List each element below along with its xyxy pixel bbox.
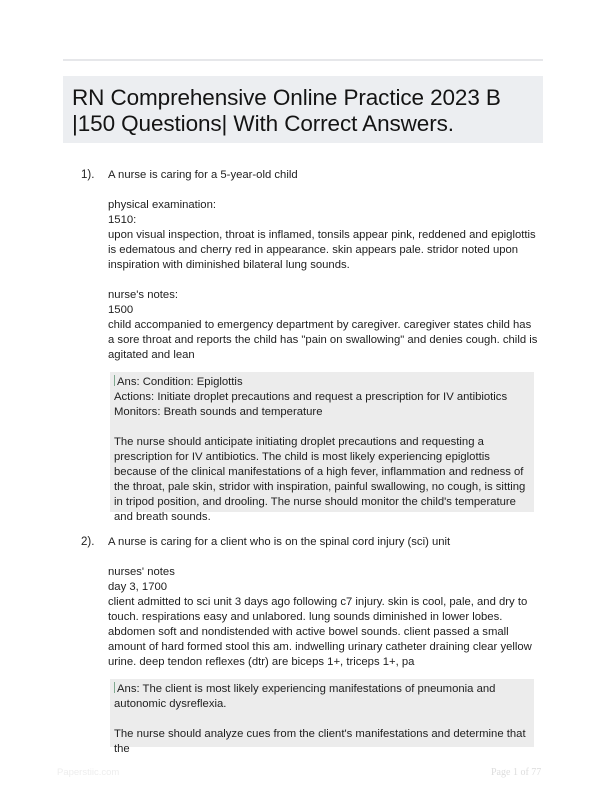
section-time: day 3, 1700 bbox=[108, 581, 168, 593]
section-heading: nurse's notes: bbox=[108, 289, 178, 301]
answer-condition: Ans: Condition: Epiglottis bbox=[117, 376, 243, 388]
section-text: child accompanied to emergency department by caregiver. caregiver states child has a sore throat and reports the child has "pain on swallowing" and denies cough. child is agitated and lean bbox=[108, 319, 538, 361]
answer-line bbox=[114, 375, 530, 390]
answer-line bbox=[114, 682, 530, 712]
question-prompt: A nurse is caring for a 5-year-old child bbox=[108, 169, 298, 181]
answer-summary: Ans: The client is most likely experiencing manifestations of pneumonia and autonomic dysreflexia. bbox=[114, 683, 496, 710]
answer-box-1 bbox=[110, 372, 534, 523]
answer-rationale: The nurse should anticipate initiating droplet precautions and requesting a prescription for IV antibiotics. The child is most likely experiencing epiglottis because of the clinical manifestations of a high fever, inflammation and redness of the throat, pale skin, stridor with inspiration, painful swallowing, no cough, is sitting in tripod position, and drooling. The nurse should monitor the child's temperature and breath sounds. bbox=[114, 436, 526, 523]
answer-rationale: The nurse should analyze cues from the client's manifestations and determine that the bbox=[114, 728, 526, 755]
page-indicator: Page 1 of 77 bbox=[491, 767, 542, 778]
footer-watermark: Paperstiic.com bbox=[57, 767, 120, 778]
section-time: 1510: bbox=[108, 214, 137, 226]
section-time: 1500 bbox=[108, 304, 134, 316]
section-text: client admitted to sci unit 3 days ago following c7 injury. skin is cool, pale, and dry to touch. respirations easy and unlabored. lung sounds diminished in lower lobes. abdomen soft and nondistended with active bowel sounds. client passed a small amount of hard formed stool this am. indwelling urinary catheter draining clear yellow urine. deep tendon reflexes (dtr) are biceps 1+, triceps 1+, pa bbox=[108, 596, 532, 668]
answer-box-2 bbox=[110, 679, 534, 755]
section-heading: physical examination: bbox=[108, 199, 217, 211]
answer-marker-icon bbox=[114, 375, 115, 386]
question-number: 2). bbox=[81, 536, 95, 548]
answer-marker-icon bbox=[114, 682, 115, 693]
answer-actions: Actions: Initiate droplet precautions and request a prescription for IV antibiotics bbox=[114, 391, 508, 403]
question-body bbox=[108, 168, 540, 363]
title-banner bbox=[63, 76, 543, 143]
question-body bbox=[108, 535, 540, 670]
section-heading: nurses' notes bbox=[108, 566, 175, 578]
section-text: upon visual inspection, throat is inflamed, tonsils appear pink, reddened and epiglottis is edematous and cherry red in appearance. skin appears pale. stridor noted upon inspiration with diminished bilateral lung sounds. bbox=[108, 229, 536, 271]
answer-monitors: Monitors: Breath sounds and temperature bbox=[114, 406, 323, 418]
document-title: RN Comprehensive Online Practice 2023 B |150 Questions| With Correct Answers. bbox=[72, 85, 501, 136]
question-prompt: A nurse is caring for a client who is on the spinal cord injury (sci) unit bbox=[108, 536, 451, 548]
top-divider bbox=[63, 59, 543, 61]
question-number: 1). bbox=[81, 169, 95, 181]
